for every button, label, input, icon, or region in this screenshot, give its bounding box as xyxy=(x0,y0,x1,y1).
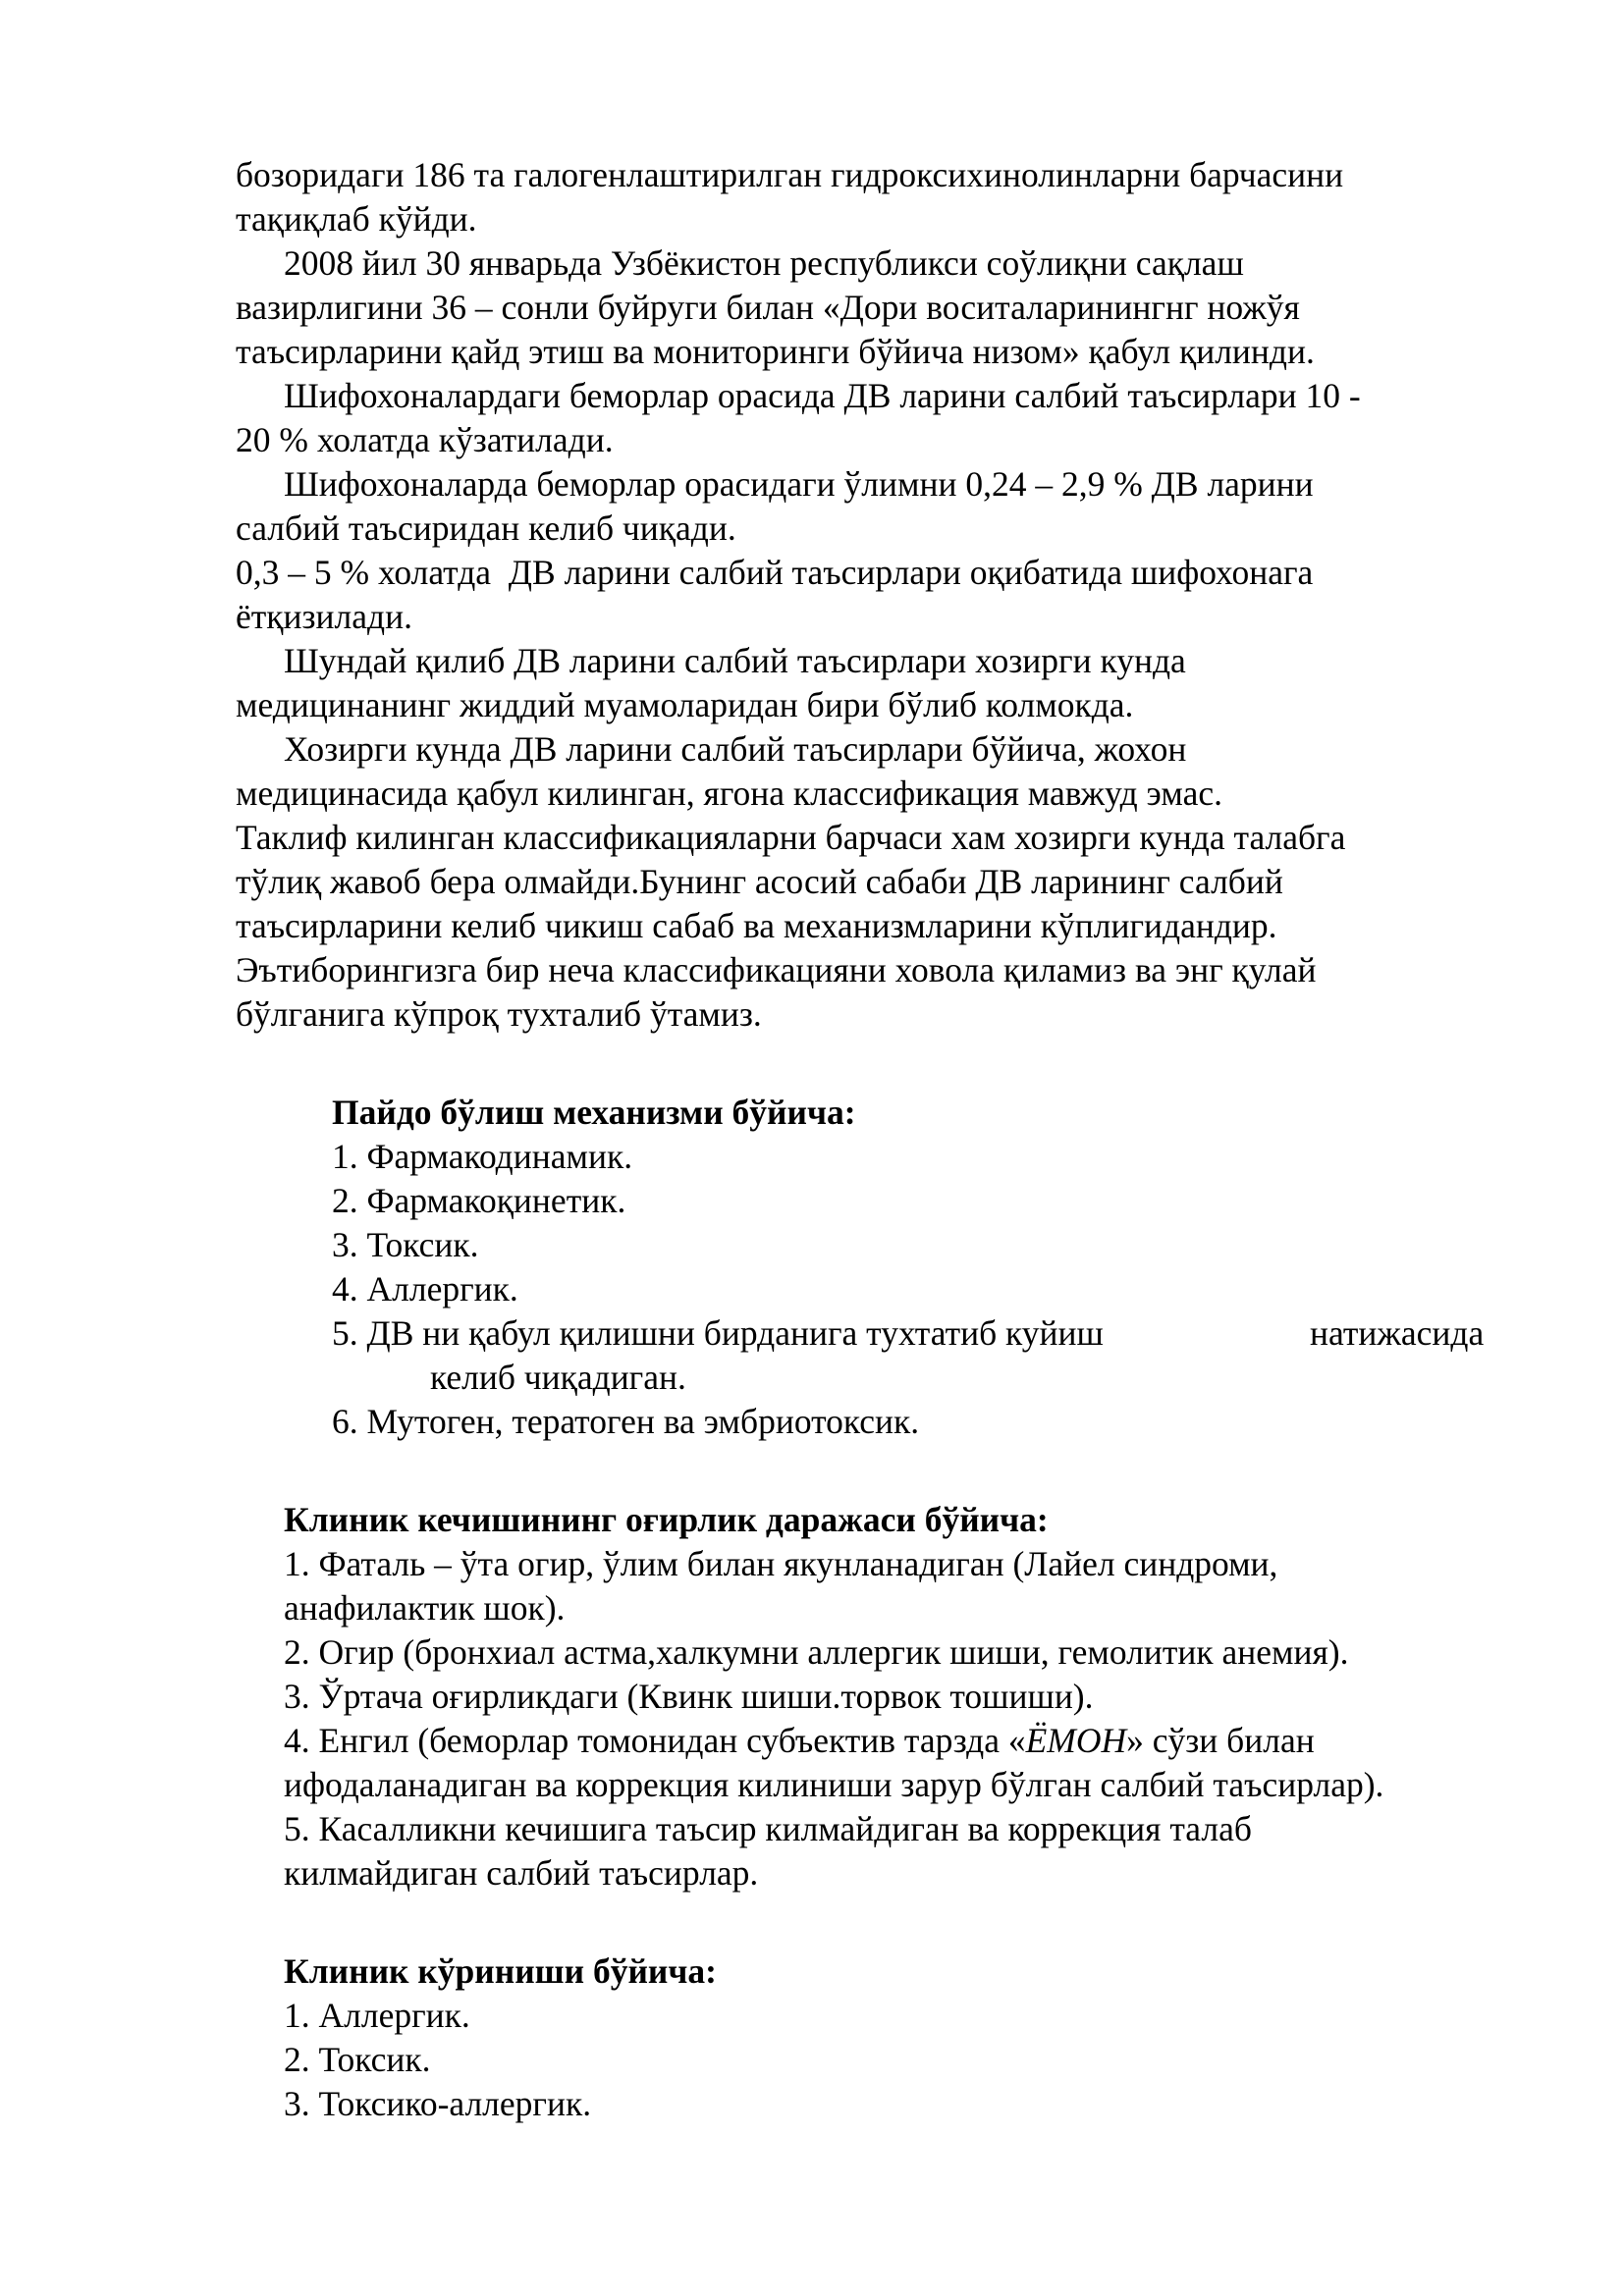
paragraph-line: медицинасида қабул килинган, ягона классификация мавжуд эмас. xyxy=(236,774,1223,813)
paragraph-line: тақиқлаб кўйди. xyxy=(236,199,477,239)
list-item: 5. Касалликни кечишига таъсир килмайдиган ва коррекция талаб xyxy=(284,1809,1252,1848)
list-item-text: 4. Енгил (беморлар томонидан субъектив тарзда « xyxy=(284,1721,1026,1760)
list-item: 1. Аллергик. xyxy=(284,1996,470,2035)
list-item-continuation: ифодаланадиган ва коррекция килиниши зарур бўлган салбий таъсирлар). xyxy=(284,1765,1384,1804)
list-item: 2. Фармакоқинетик. xyxy=(332,1181,626,1220)
paragraph-line: тўлиқ жавоб бера олмайди.Бунинг асосий сабаби ДВ ларининг салбий xyxy=(236,862,1283,901)
section-heading-mechanism: Пайдо бўлиш механизми бўйича: xyxy=(332,1093,856,1132)
paragraph-line: Эътиборингизга бир неча классификацияни ховола қиламиз ва энг қулай xyxy=(236,950,1317,989)
list-item-continuation: келиб чиқадиган. xyxy=(430,1358,686,1397)
list-item: 1. Фаталь – ўта огир, ўлим билан якунланадиган (Лайел синдроми, xyxy=(284,1544,1278,1583)
paragraph-line: таъсирларини қайд этиш ва мониторинги бўйича низом» қабул қилинди. xyxy=(236,332,1315,371)
list-item-continuation: килмайдиган салбий таъсирлар. xyxy=(284,1853,759,1893)
list-item: 3. Токсико-аллергик. xyxy=(284,2084,592,2123)
list-item: 4. Аллергик. xyxy=(332,1269,518,1308)
paragraph-line: медицинанинг жиддий муамоларидан бири бўлиб колмокда. xyxy=(236,685,1134,724)
list-item-continuation: натижасида xyxy=(1310,1313,1485,1353)
paragraph-line: Шифохоналарда беморлар орасидаги ўлимни 0,24 – 2,9 % ДВ ларини xyxy=(284,464,1314,504)
paragraph-line: 0,3 – 5 % холатда ДВ ларини салбий таъсирлари оқибатида шифохонага xyxy=(236,553,1314,592)
paragraph-line: 20 % холатда кўзатилади. xyxy=(236,420,614,459)
paragraph-line: бўлганига кўпроқ тухталиб ўтамиз. xyxy=(236,994,762,1034)
list-item: 5. ДВ ни қабул қилишни бирданига тухтатиб куйиш xyxy=(332,1313,1104,1353)
list-item: 6. Мутоген, тератоген ва эмбриотоксик. xyxy=(332,1402,920,1441)
paragraph-line: бозоридаги 186 та галогенлаштирилган гидроксихинолинларни барчасини xyxy=(236,155,1344,194)
list-item: 1. Фармакодинамик. xyxy=(332,1137,633,1176)
list-item: 2. Огир (бронхиал астма,халкумни аллергик шиши, гемолитик анемия). xyxy=(284,1632,1349,1672)
list-item: 3. Токсик. xyxy=(332,1225,479,1264)
paragraph-line: таъсирларини келиб чикиш сабаб ва механизмларини кўплигидандир. xyxy=(236,906,1277,945)
list-item-continuation: анафилактик шок). xyxy=(284,1588,566,1628)
paragraph-line: Шифохоналардаги беморлар орасида ДВ ларини салбий таъсирлари 10 - xyxy=(284,376,1361,415)
paragraph-line: ётқизилади. xyxy=(236,597,412,636)
paragraph-line: 2008 йил 30 январьда Узбёкистон республикси соўлиқни сақлаш xyxy=(284,243,1244,283)
section-heading-clinical: Клиник кўриниши бўйича: xyxy=(284,1951,717,1991)
list-item: 3. Ўртача оғирликдаги (Квинк шиши.торвок тошиши). xyxy=(284,1677,1094,1716)
paragraph-line: Шундай қилиб ДВ ларини салбий таъсирлари хозирги кунда xyxy=(284,641,1186,680)
list-item xyxy=(284,1719,1315,1763)
paragraph-line: Хозирги кунда ДВ ларини салбий таъсирлари бўйича, жохон xyxy=(284,729,1187,769)
list-item-text: » сўзи билан xyxy=(1126,1721,1315,1760)
paragraph-line: салбий таъсиридан келиб чиқади. xyxy=(236,508,736,548)
quoted-word: ЁМОН xyxy=(1025,1721,1127,1760)
list-item: 2. Токсик. xyxy=(284,2040,431,2079)
paragraph-line: вазирлигини 36 – сонли буйруги билан «Дори воситаларинингнг ножўя xyxy=(236,288,1300,327)
section-heading-severity: Клиник кечишининг оғирлик даражаси бўйича: xyxy=(284,1500,1049,1539)
paragraph-line: Таклиф килинган классификацияларни барчаси хам хозирги кунда талабга xyxy=(236,818,1346,857)
